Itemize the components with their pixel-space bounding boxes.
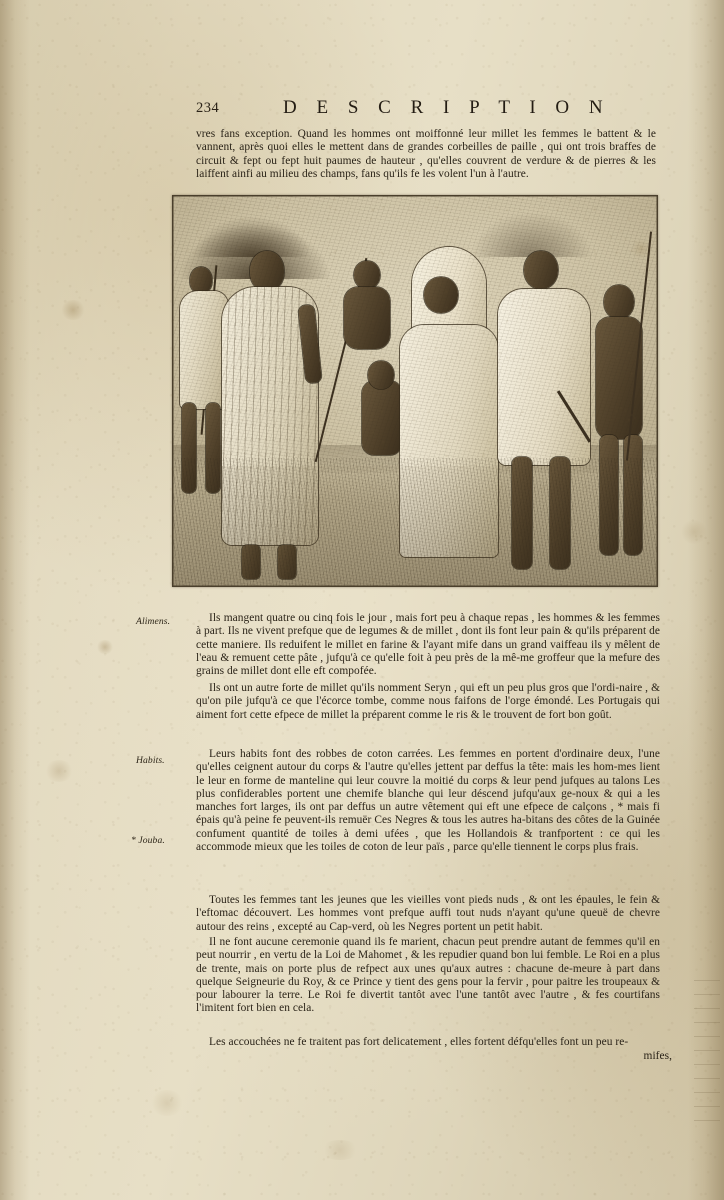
marginal-note-habits: Habits.: [136, 755, 165, 766]
paragraph-barefoot: Toutes les femmes tant les jeunes que les vieilles vont pieds nuds , & ont les épaules, le fein & l'eftomac découvert. Les hommes vont prefque auffi tout nuds n'ayant qu'une queuë de chevre autour des reins , excepté au Cap-verd, où les Negres portent un petit habit.: [196, 894, 660, 933]
paragraph-clothing: Leurs habits font des robbes de coton carrées. Les femmes en portent d'ordinaire deux, l'une qu'elles ceignent autour du corps & l'autre qu'elles jettent par deffus la tête: mais les hom-mes lient le leur en forme de manteline qui leur couvre la moitié du corps & leur pend jufques au talons Les plus confiderables portent une chemife blanche qui leur déscend jufqu'aux ge-noux & qui a les manches fort larges, ils ont par deffus un autre vêtement qui eft une efpece de calçons , * mais fi épais qu'à peine fe peuvent-ils remuër Ces Negres & tous les autres ha-bitans des côtes de la Guinée confument quantité de toiles à demi ufées , que les Hollandois & tranfportent : ce qui les accommode mieux que les toiles de coton de leur païs , parce qu'elle tiennent le corps plus frais.: [196, 748, 660, 854]
paragraph-childbirth: Les accouchées ne fe traitent pas fort delicatement , elles fortent défqu'elles font un peu re-: [209, 1036, 629, 1048]
engraved-plate: [172, 195, 658, 587]
paragraph-food: Ils mangent quatre ou cinq fois le jour , mais fort peu à chaque repas , les hommes & les femmes à part. Ils ne vivent prefque que de legumes & de millet , dont ils font leur pain & qu'ils préparent de cette maniere. Ils reduifent le millet en farine & l'ayant mife dans un grand vaiffeau ils y mêlent de l'eau & remuent cette pâte , jufqu'à ce qu'elle foit à peu près de la mê-me groffeur que la mefure des grains de millet dont elle eft compofée.: [196, 612, 660, 678]
catchword: mifes,: [643, 1050, 672, 1062]
page-number: 234: [196, 100, 220, 116]
running-head: D E S C R I P T I O N: [283, 97, 611, 118]
plate-border: [172, 195, 658, 587]
marginal-note-alimens: Alimens.: [136, 616, 171, 627]
paragraph-top: vres fans exception. Quand les hommes ont moiffonné leur millet les femmes le battent & le vannent, après quoi elles le mettent dans de grandes corbeilles de paille , qui ont trois braffes de circuit & fept ou fept huit paumes de hauteur , qu'elles couvrent de verdure & de pierres & les laiffent ainfi au milieu des champs, fans qu'ils fe les volent l'un à l'autre.: [196, 128, 656, 180]
paragraph-seryn: Ils ont un autre forte de millet qu'ils nomment Seryn , qui eft un peu plus gros que l'ordi-naire , & qu'on pile jufqu'à ce que l'écorce tombe, comme nous faifons de l'orge émondé. Les Portugais qui aiment fort cette efpece de millet la préparent comme le ris & le trouvent de fort bon goût.: [196, 682, 660, 721]
marginal-note-jouba: * Jouba.: [131, 835, 165, 846]
paragraph-marriage: Il ne font aucune ceremonie quand ils fe marient, chacun peut prendre autant de femmes qu'il en peut nourrir , en vertu de la Loi de Mahomet , & les repudier quand bon lui femble. Le Roi en a plus de trente, mais on porte plus de refpect aux unes qu'aux autres : chacune de-meure à part dans quelque Seigneurie du Roy, & ce Prince y tient des gens pour la fervir , pour paitre les troupeaux & pour labourer la terre. Le Roi fe divertit tantôt avec l'une tantôt avec l'autre , & fes courtifans l'imitent fort bien en cela.: [196, 936, 660, 1015]
